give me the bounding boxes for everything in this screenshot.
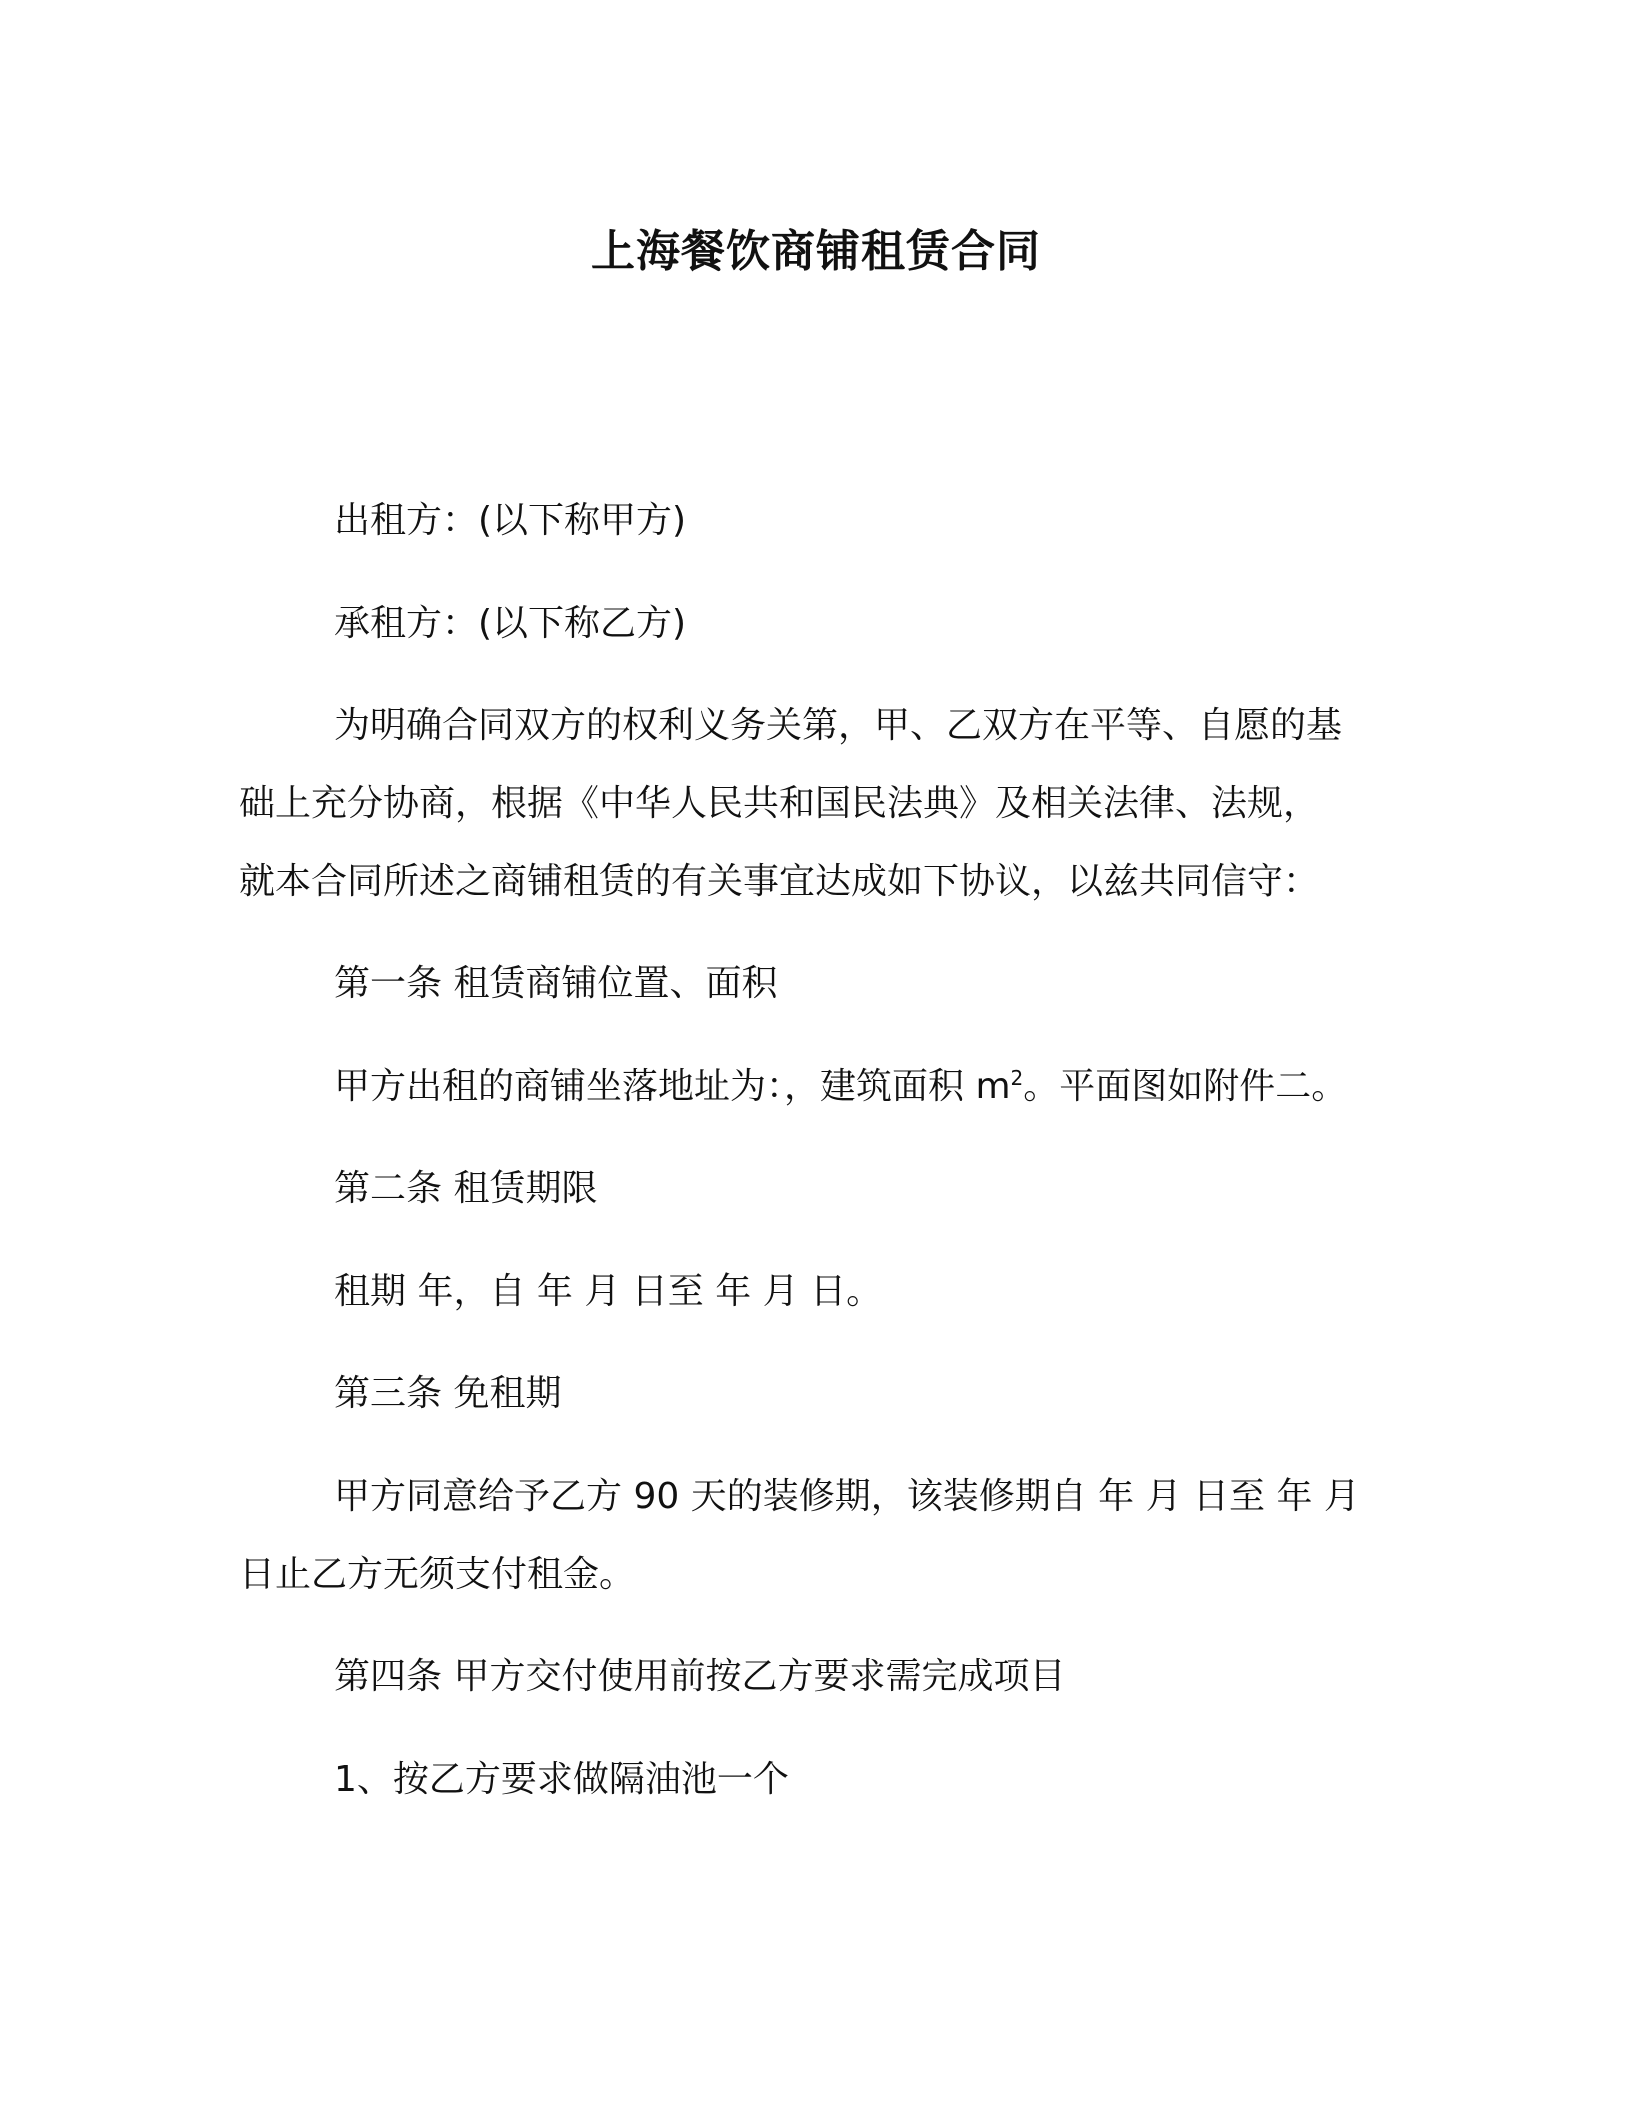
preamble-line-3: 就本合同所述之商铺租赁的有关事宜达成如下协议，以兹共同信守： [239, 861, 1320, 902]
square-superscript: 2 [1010, 1066, 1024, 1090]
preamble-line-2: 础上充分协商，根据《中华人民共和国民法典》及相关法律、法规， [239, 783, 1320, 824]
preamble-line-1: 为明确合同双方的权利义务关第，甲、乙双方在平等、自愿的基 [334, 705, 1343, 746]
document-title: 上海餐饮商铺租赁合同 [591, 226, 1041, 277]
article1-body-tail: 。平面图如附件二。 [1023, 1066, 1348, 1107]
article4-item-1: 1、按乙方要求做隔油池一个 [334, 1759, 789, 1800]
article2-body: 租期 年，自 年 月 日至 年 月 日。 [334, 1271, 883, 1312]
lessor-line: 出租方：(以下称甲方) [334, 500, 687, 541]
article3-body-line-2: 日止乙方无须支付租金。 [239, 1554, 636, 1595]
article3-heading: 第三条 免租期 [334, 1373, 562, 1414]
article4-heading: 第四条 甲方交付使用前按乙方要求需完成项目 [334, 1656, 1066, 1697]
article3-body-line-1: 甲方同意给予乙方 90 天的装修期，该装修期自 年 月 日至 年 月 [334, 1476, 1360, 1517]
article2-heading: 第二条 租赁期限 [334, 1168, 598, 1209]
article1-body-text: 甲方出租的商铺坐落地址为：，建筑面积 m [334, 1066, 1011, 1107]
article1-heading: 第一条 租赁商铺位置、面积 [334, 963, 778, 1004]
article1-body [334, 1063, 1347, 1111]
lessee-line: 承租方：(以下称乙方) [334, 603, 687, 644]
